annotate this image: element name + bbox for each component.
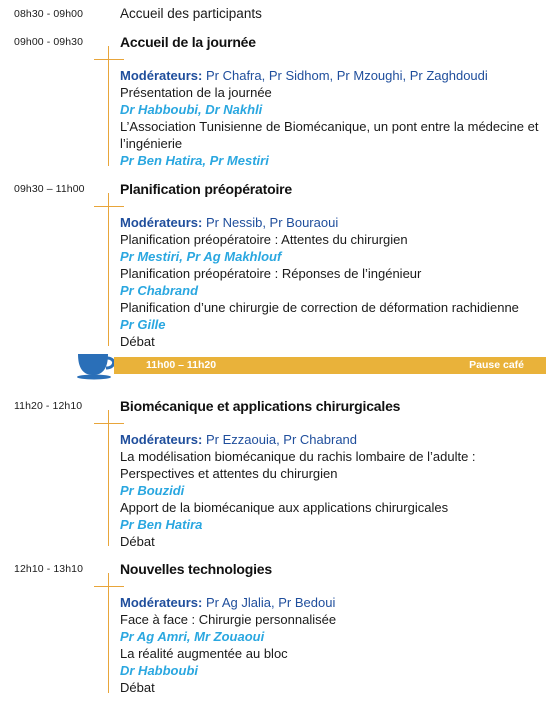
talk-speaker: Pr Ben Hatira [120,517,203,532]
moderators-names: Pr Chafra, Pr Sidhom, Pr Mzoughi, Pr Zaghdoudi [205,68,488,83]
talk-speaker: Pr Bouzidi [120,483,185,498]
moderators-line [120,431,550,448]
session-2-content [120,214,550,350]
session-3-content [120,431,550,550]
session-3-divider [108,410,109,546]
moderators-label: Modérateurs: [120,432,203,447]
moderators-names: Pr Ezzaouia, Pr Chabrand [205,432,358,447]
moderators-label: Modérateurs: [120,68,203,83]
talk-speaker: Pr Ben Hatira, Pr Mestiri [120,153,269,168]
session-4-rule [94,586,124,587]
title-session-3: Biomécanique et applications chirurgicales [120,398,401,414]
title-session-2: Planification préopératoire [120,181,292,197]
time-session-3: 11h20 - 12h10 [14,400,83,412]
talk-speaker: Pr Chabrand [120,283,199,298]
talk-title: Planification préopératoire : Réponses de l’ingénieur [120,266,422,281]
moderators-label: Modérateurs: [120,595,203,610]
moderators-line [120,594,550,611]
session-1-content [120,67,550,169]
moderators-line [120,67,550,84]
debate: Débat [120,534,155,549]
time-accueil-participants: 08h30 - 09h00 [14,8,84,20]
talk-speaker: Dr Habboubi [120,663,198,678]
session-4-content [120,594,550,696]
talk-title: Apport de la biomécanique aux applications chirurgicales [120,500,449,515]
time-session-4: 12h10 - 13h10 [14,563,84,575]
session-1-rule [94,59,124,60]
time-session-2: 09h30 – 11h00 [14,183,85,195]
talk-speaker: Pr Mestiri, Pr Ag Makhlouf [120,249,282,264]
talk-speaker: Pr Gille [120,317,166,332]
title-session-1: Accueil de la journée [120,34,256,50]
title-session-4: Nouvelles technologies [120,561,272,577]
time-session-1: 09h00 - 09h30 [14,36,84,48]
debate: Débat [120,334,155,349]
session-4-divider [108,573,109,693]
pause-time: 11h00 – 11h20 [146,359,217,371]
talk-title: Face à face : Chirurgie personnalisée [120,612,337,627]
session-2-rule [94,206,124,207]
talk-title: La modélisation biomécanique du rachis lombaire de l’adulte : Perspectives et attentes du chirurgien [120,449,476,481]
talk-title: Planification d’une chirurgie de correction de déformation rachidienne [120,300,519,315]
talk-title: Planification préopératoire : Attentes du chirurgien [120,232,408,247]
moderators-label: Modérateurs: [120,215,203,230]
session-1-divider [108,46,109,166]
session-3-rule [94,423,124,424]
session-2-divider [108,193,109,346]
moderators-line [120,214,550,231]
debate: Débat [120,680,155,695]
talk-title: Présentation de la journée [120,85,272,100]
moderators-names: Pr Ag Jlalia, Pr Bedoui [205,595,336,610]
moderators-names: Pr Nessib, Pr Bouraoui [205,215,339,230]
title-accueil-participants: Accueil des participants [120,6,262,21]
talk-title: La réalité augmentée au bloc [120,646,288,661]
pause-label: Pause café [469,359,524,371]
talk-speaker: Dr Habboubi, Dr Nakhli [120,102,263,117]
talk-title: L’Association Tunisienne de Biomécanique, un pont entre la médecine et l’ingénierie [120,119,539,151]
coffee-break-bar [114,357,546,374]
talk-speaker: Pr Ag Amri, Mr Zouaoui [120,629,265,644]
